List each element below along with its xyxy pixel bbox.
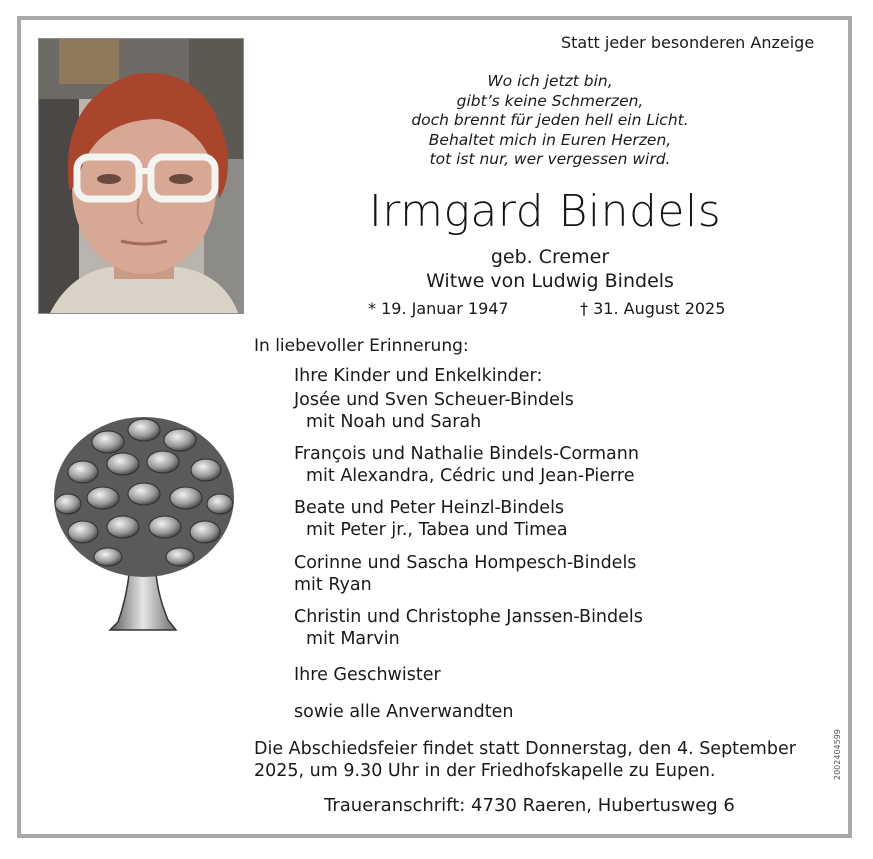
family-line: Ihre Geschwister	[294, 665, 441, 685]
ceremony-line: Die Abschiedsfeier findet statt Donnerstag, den 4. September	[254, 739, 796, 759]
family-entry	[294, 444, 639, 487]
family-entry	[294, 553, 636, 596]
deceased-name: Irmgard Bindels	[368, 186, 722, 237]
family-entry	[294, 390, 574, 433]
ceremony-info	[254, 738, 854, 782]
mourning-address: Traueranschrift: 4730 Raeren, Hubertusweg 6	[324, 795, 735, 816]
family-line: sowie alle Anverwandten	[294, 702, 514, 722]
family-sub-line: mit Peter jr., Tabea und Timea	[306, 519, 568, 540]
birth-date: * 19. Januar 1947	[368, 299, 509, 318]
family-entry	[294, 665, 441, 687]
family-line: Josée und Sven Scheuer-Bindels	[294, 390, 574, 410]
family-sub-line: mit Noah und Sarah	[306, 411, 482, 432]
poem-line: doch brennt für jeden hell ein Licht.	[411, 111, 689, 129]
widow-of: Witwe von Ludwig Bindels	[426, 270, 674, 292]
ad-code: 2002404599	[833, 729, 842, 780]
family-sub-line: mit Marvin	[306, 628, 400, 649]
family-entry	[294, 366, 542, 388]
ceremony-line: 2025, um 9.30 Uhr in der Friedhofskapelle zu Eupen.	[254, 761, 716, 781]
tree-emblem	[48, 412, 240, 638]
portrait-photo	[38, 38, 244, 314]
poem-line: Wo ich jetzt bin,	[487, 72, 613, 90]
family-line: Corinne und Sascha Hompesch-Bindels	[294, 553, 637, 573]
family-entry	[294, 498, 568, 541]
poem	[380, 72, 720, 170]
death-date: † 31. August 2025	[580, 299, 726, 318]
family-entry	[294, 607, 643, 650]
maiden-name: geb. Cremer	[490, 246, 610, 268]
family-line: Beate und Peter Heinzl-Bindels	[294, 498, 565, 518]
poem-line: Behaltet mich in Euren Herzen,	[428, 130, 672, 149]
family-line: François und Nathalie Bindels-Cormann	[294, 444, 639, 464]
family-sub-line: mit Ryan	[294, 574, 372, 595]
top-note: Statt jeder besonderen Anzeige	[561, 33, 815, 52]
remembrance-intro: In liebevoller Erinnerung:	[254, 336, 469, 356]
family-sub-line: mit Alexandra, Cédric und Jean-Pierre	[306, 465, 635, 486]
poem-line: gibt’s keine Schmerzen,	[456, 91, 644, 110]
family-line: Ihre Kinder und Enkelkinder:	[294, 366, 543, 386]
poem-line: tot ist nur, wer vergessen wird.	[429, 150, 671, 168]
family-line: Christin und Christophe Janssen-Bindels	[294, 607, 643, 627]
family-entry	[294, 702, 513, 724]
